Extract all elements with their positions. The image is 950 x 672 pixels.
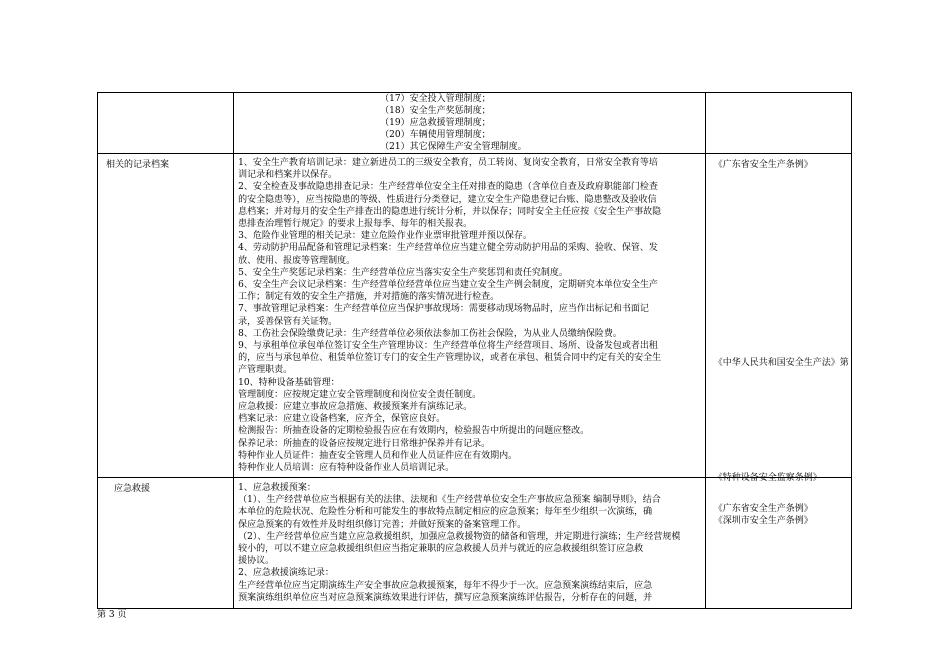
content-line: 管理制度：应按规定建立安全管理制度和岗位安全责任制度。 [238,389,482,400]
content-cell [234,478,706,609]
content-line: 录，妥善保管有关证物。 [238,316,338,327]
content-cell [234,154,706,478]
table-row [98,93,852,154]
content-line: 的安全隐患等），应当按隐患的等级、性质进行分类登记，建立安全生产隐患登记台账、隐患整改及验收信 [238,194,657,205]
regulation-reference: 《中华人民共和国安全生产法》第 [713,358,849,368]
content-line: 保养记录：所抽查的设备应按规定进行日常维护保养并有记录。 [238,438,491,449]
content-line: 生产经营单位应当定期演练生产安全事故应急救援预案，每年不得少于一次。应急预案演练结束后，应急 [238,580,653,591]
content-line: 检测报告：所抽查设备的定期检验报告应在有效期内，检验报告中所提出的问题应整改。 [238,426,590,437]
content-line: 3、危险作业管理的相关记录：建立危险作业作业票审批管理并预以保存。 [238,231,532,242]
regulation-cell [705,154,851,483]
content-line: （20）车辆使用管理制度； [380,130,491,140]
content-line: （19）应急救援管理制度； [380,118,491,128]
content-line: 4、劳动防护用品配备和管理记录档案：生产经营单位应当建立健全劳动防护用品的采购、验收、保管、发 [238,243,658,254]
content-line: 1、应急救援预案： [238,483,316,493]
content-line: 9、与承租单位承包单位签订安全生产管理协议：生产经营单位将生产经营项目、场所、设备发包或者出租 [238,341,658,352]
content-line: 6、安全生产会议记录档案：生产经营单位经营单位应当建立安全生产例会制度，定期研究本单位安全生产 [238,280,658,291]
regulation-cell [705,93,851,154]
content-line: 援协议。 [238,556,275,567]
regulation-cell [705,478,851,609]
content-line: 产管理职责。 [238,365,293,376]
regulation-reference: 《特种设备安全监察条例》 [713,473,822,483]
page-number: 第 3 页 [97,610,127,620]
content-line: 放、使用、报废等管理制度。 [238,255,356,266]
content-line: 工作；制定有效的安全生产措施，并对措施的落实情况进行检查。 [238,292,500,303]
regulation-reference: 《广东省安全生产条例》 [713,160,813,170]
content-line: 患排查治理暂行规定》的要求上报每季、每年的相关报表。 [238,219,473,230]
content-line: 特种作业人员证件：抽查安全管理人员和作业人员证件应在有效期内。 [238,450,518,461]
content-line: 较小的，可以不建立应急救援组织但应当指定兼职的应急救援人员并与就近的应急救援组织签订应急救 [238,544,644,555]
content-line: （21）其它保障生产安全管理制度。 [380,142,527,152]
content-line: 应急救援：应建立事故应急措施、救援预案并有演练记录。 [238,402,473,413]
content-line: 2、应急救援演练记录： [238,568,334,579]
content-line: 特种作业人员培训：应有特种设备作业人员培训记录。 [238,463,455,474]
content-line: 训记录和档案并以保存。 [238,170,338,181]
table-row [98,478,852,609]
regulation-reference: 《广东省安全生产条例》 [713,504,813,514]
category-label: 应急救援 [114,484,151,494]
content-line: 7、事故管理记录档案：生产经营单位应当保护事故现场：需要移动现场物品时，应当作出标记和书面记 [238,304,649,315]
regulation-reference: 《深圳市安全生产条例》 [713,516,813,526]
content-cell [234,93,706,154]
content-line: 本单位的危险状况、危险性分析和可能发生的事故特点制定相应的应急预案；每年至少组织一次演练，确 [238,507,653,518]
content-line: （18）安全生产奖惩制度； [380,106,491,116]
content-line: （2）、生产经营单位应当建立应急救援组织，加强应急救援物资的储备和管理，并定期进行演练；生产经营规模 [238,531,681,542]
content-line: 1、安全生产教育培训记录：建立新进员工的三级安全教育，员工转岗、复岗安全教育，日常安全教育等培 [238,158,658,168]
content-line: （1）、生产经营单位应当根据有关的法律、法规和《生产经营单位安全生产事故应急预案 编制导则》，结合 [238,495,661,506]
category-label: 相关的记录档案 [106,160,170,170]
content-line: 息档案；并对每月的安全生产排查出的隐患进行统计分析，并以保存；同时安全主任应按《安全生产事故隐 [238,206,662,217]
content-line: 2、安全检查及事故隐患排查记录：生产经营单位安全主任对排查的隐患（含单位自查及政府职能部门检查 [238,182,658,193]
content-line: 10、特种设备基础管理： [238,377,340,388]
regulation-table [97,92,852,609]
category-cell [98,93,234,154]
category-cell [98,478,234,609]
content-line: 预案演练组织单位应当对应急预案演练效果进行评估，撰写应急预案演练评估报告，分析存在的问题，并 [238,592,653,603]
content-line: 的，应当与承包单位、租赁单位签订专门的安全生产管理协议，或者在承包、租赁合同中约定有关的安全生 [238,353,662,364]
table-row [98,154,852,478]
content-line: 8、工伤社会保险缴费记录：生产经营单位必须依法参加工伤社会保险，为从业人员缴纳保险费。 [238,328,622,339]
category-cell [98,154,234,478]
content-line: 档案记录：应建立设备档案，应齐全，保管应良好。 [238,414,446,425]
content-line: 5、安全生产奖惩记录档案：生产经营单位应当落实安全生产奖惩罚和责任究制度。 [238,267,568,278]
content-line: 保应急预案的有效性并及时组织修订完善；并做好预案的备案管理工作。 [238,519,527,530]
content-line: （17）安全投入管理制度； [380,94,491,104]
